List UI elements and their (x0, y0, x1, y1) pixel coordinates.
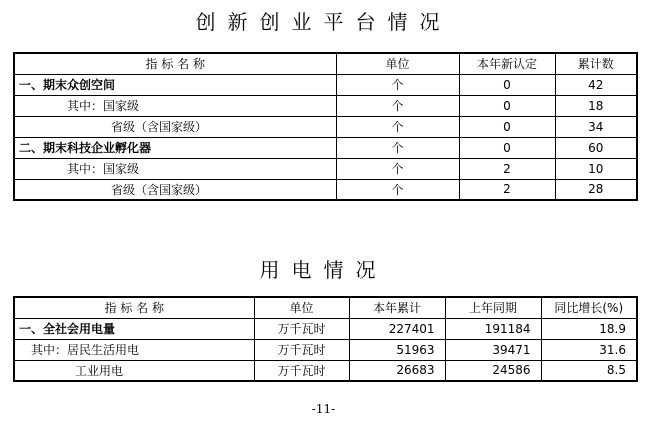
electricity-title: 用电情况 (259, 258, 388, 282)
innovation-table (13, 52, 638, 201)
row-new: 2 (459, 158, 555, 179)
row-unit: 万千瓦时 (254, 339, 349, 360)
electricity-table (13, 296, 638, 382)
table-row (14, 179, 637, 200)
row-new: 0 (459, 137, 555, 158)
table-row (14, 74, 637, 95)
row-name: 一、全社会用电量 (14, 318, 254, 339)
table-header-row (14, 297, 637, 318)
row-unit: 个 (336, 179, 459, 200)
table-row (14, 95, 637, 116)
row-total: 10 (555, 158, 637, 179)
column-header-total: 累计数 (555, 53, 637, 74)
row-unit: 个 (336, 116, 459, 137)
row-name: 省级（含国家级） (14, 116, 336, 137)
row-total: 28 (555, 179, 637, 200)
table-row (14, 339, 637, 360)
row-unit: 个 (336, 137, 459, 158)
column-header-unit: 单位 (254, 297, 349, 318)
column-header-current: 本年累计 (349, 297, 445, 318)
row-current: 51963 (349, 339, 445, 360)
innovation-title: 创新创业平台情况 (195, 10, 452, 34)
page-number: -11- (311, 402, 336, 416)
table-row (14, 318, 637, 339)
row-new: 2 (459, 179, 555, 200)
column-header-indicator: 指 标 名 称 (14, 53, 336, 74)
row-new: 0 (459, 74, 555, 95)
table-row (14, 158, 637, 179)
row-growth: 8.5 (541, 360, 637, 381)
table-row (14, 137, 637, 158)
row-unit: 个 (336, 95, 459, 116)
row-unit: 万千瓦时 (254, 318, 349, 339)
row-unit: 个 (336, 74, 459, 95)
table-row (14, 116, 637, 137)
row-unit: 万千瓦时 (254, 360, 349, 381)
row-growth: 18.9 (541, 318, 637, 339)
row-unit: 个 (336, 158, 459, 179)
table-row (14, 360, 637, 381)
row-total: 34 (555, 116, 637, 137)
row-current: 26683 (349, 360, 445, 381)
row-current: 227401 (349, 318, 445, 339)
row-new: 0 (459, 116, 555, 137)
column-header-new: 本年新认定 (459, 53, 555, 74)
row-name: 省级（含国家级） (14, 179, 336, 200)
row-total: 42 (555, 74, 637, 95)
column-header-indicator: 指 标 名 称 (14, 297, 254, 318)
row-new: 0 (459, 95, 555, 116)
row-previous: 191184 (445, 318, 541, 339)
row-name: 一、期末众创空间 (14, 74, 336, 95)
row-name: 其中：居民生活用电 (14, 339, 254, 360)
row-previous: 24586 (445, 360, 541, 381)
column-header-growth: 同比增长(%) (541, 297, 637, 318)
column-header-unit: 单位 (336, 53, 459, 74)
row-previous: 39471 (445, 339, 541, 360)
row-total: 18 (555, 95, 637, 116)
row-name: 其中：国家级 (14, 158, 336, 179)
row-total: 60 (555, 137, 637, 158)
column-header-previous: 上年同期 (445, 297, 541, 318)
row-growth: 31.6 (541, 339, 637, 360)
row-name: 其中：国家级 (14, 95, 336, 116)
table-header-row (14, 53, 637, 74)
row-name: 二、期末科技企业孵化器 (14, 137, 336, 158)
row-name: 工业用电 (14, 360, 254, 381)
